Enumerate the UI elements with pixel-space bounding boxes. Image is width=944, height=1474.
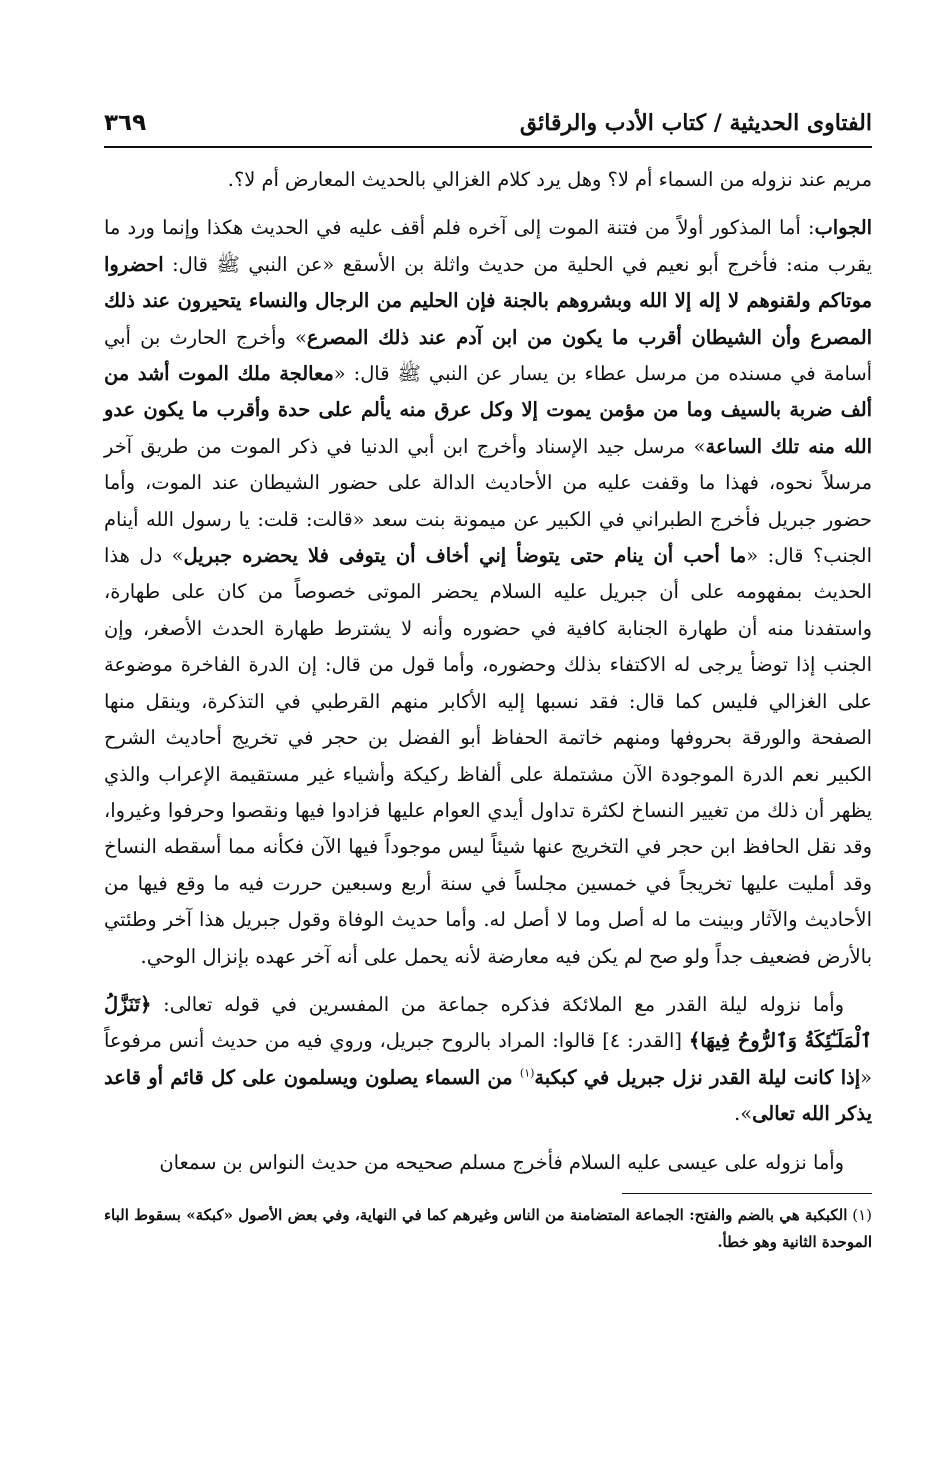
answer-label: الجواب — [814, 216, 872, 240]
header-rule — [104, 146, 872, 148]
answer-text-2: » وأخرج الحارث بن أبي أسامة في مسنده من مرسل عطاء بن يسار عن النبي ﷺ قال: « — [104, 325, 872, 386]
answer-text-3: » مرسل جيد الإسناد وأخرج ابن أبي الدنيا في ذكر الموت من طريق آخر مرسلاً نحوه، فهذا ما وقفت عليه من الأحاديث الدالة على حضور الشيطان عند الموت، وأما حضور جبريل فأخرج الطبراني في الكبير عن ميمونة بنت سعد «قالت: قلت: يا رسول الله أينام الجنب؟ قال: « — [104, 434, 872, 568]
hadith-2: معالجة ملك الموت أشد من ألف ضربة بالسيف وما من مؤمن يموت إلا وكل عرق منه يألم على حدة وأقرب ما يكون عدو الله منه تلك الساعة — [104, 362, 872, 458]
running-title: الفتاوى الحديثية / كتاب الأدب والرقائق — [519, 110, 872, 136]
page — [104, 110, 872, 1434]
footnote-ref[interactable]: (١) — [519, 1066, 535, 1080]
paragraph-question-end: مريم عند نزوله من السماء أم لا؟ وهل يرد كلام الغزالي بالحديث المعارض أم لا؟. — [227, 168, 872, 191]
footnote-number: (١) — [852, 1205, 872, 1224]
footnote-text: الكبكبة هي بالضم والفتح: الجماعة المتضامنة من الناس وغيرهم كما في النهاية، وفي بعض الأصول «كبكة» بسقوط الباء الموحدة الثانية وهو خطأ. — [104, 1205, 872, 1251]
hadith-1: احضروا موتاكم ولقنوهم لا إله إلا الله وبشروهم بالجنة فإن الحليم من الرجال والنساء يتحيرون عند ذلك المصرع وأن الشيطان أقرب ما يكون من ابن آدم عند ذلك المصرع — [104, 252, 872, 349]
hadith-3: ما أحب أن ينام حتى يتوضأ إني أخاف أن يتوفى فلا يحضره جبريل — [183, 544, 747, 568]
qadr-text-2: [القدر: ٤] قالوا: المراد بالروح جبريل، وروي فيه من حديث أنس مرفوعاً « — [104, 1029, 872, 1089]
footnote-rule — [622, 1193, 872, 1194]
page-number: ٣٦٩ — [104, 110, 147, 136]
hadith-anas-1: إذا كانت ليلة القدر نزل جبريل في كبكبة — [534, 1065, 861, 1089]
hadith-anas-2: من السماء يصلون ويسلمون على كل قائم أو قاعد يذكر الله تعالى — [104, 1065, 872, 1126]
qadr-text-1: وأما نزوله ليلة القدر مع الملائكة فذكره جماعة من المفسرين في قوله تعالى: — [151, 992, 844, 1016]
answer-text-4: » دل هذا الحديث بمفهومه على أن جبريل عليه السلام يحضر الموتى خصوصاً من كان على طهارة، واستفدنا منه أن طهارة الجنابة كافية في حضوره وأنه لا يشترط طهارة الحدث الأصغر، وإن الجنب إذا توضأ يرجى له الاكتفاء بذلك وحضوره، وأما قول من قال: إن الدرة الفاخرة موضوعة على الغزالي فليس كما قال: فقد نسبها إليه الأكابر منهم القرطبي في التذكرة، وينقل منها الصفحة والورقة بحروفها ومنهم خاتمة الحفاظ أبو الفضل بن حجر في تخريج أحاديث الشرح الكبير نعم الدرة الموجودة الآن مشتملة على ألفاظ ركيكة وأشياء غير مستقيمة الإعراب والذي يظهر أن ذلك من تغيير النساخ لكثرة تداول أيدي العوام عليها فزادوا فيها ونقصوا وحرفوا وغيروا، وقد نقل الحافظ ابن حجر في التخريج عنها شيئاً ليس موجوداً فيها الآن فكأنه مما أسقطه النساخ وقد أمليت عليها تخريجاً في خمسين مجلساً في سنة أربع وسبعين حررت فيه ما وقع فيها من الأحاديث والآثار وبينت ما له أصل وما لا أصل له. وأما حديث الوفاة وقول جبريل هذا آخر وطئتي بالأرض فضعيف جداً ولو صح لم يكن فيه معارضة لأنه يحمل على أنه آخر عهده بإنزال الوحي. — [104, 544, 872, 968]
paragraph-isa: وأما نزوله على عيسى عليه السلام فأخرج مسلم صحيحه من حديث النواس بن سمعان — [159, 1150, 844, 1174]
page-header — [104, 110, 872, 142]
answer-text-1: : أما المذكور أولاً من فتنة الموت إلى آخره فلم أقف عليه في الحديث هكذا وإنما ورد ما يقرب منه: فأخرج أبو نعيم في الحلية من حديث واثلة بن الأسقع «عن النبي ﷺ قال: — [104, 216, 872, 276]
paragraph-answer — [104, 210, 872, 975]
footnote — [104, 1202, 872, 1256]
quran-verse: ﴿تَنَزَّلُ ٱلْمَلَـٰٓئِكَةُ وَٱلرُّوحُ فِيهَا﴾ — [104, 992, 872, 1053]
paragraph-laylat-al-qadr — [104, 987, 872, 1133]
qadr-text-3: ». — [734, 1102, 753, 1126]
